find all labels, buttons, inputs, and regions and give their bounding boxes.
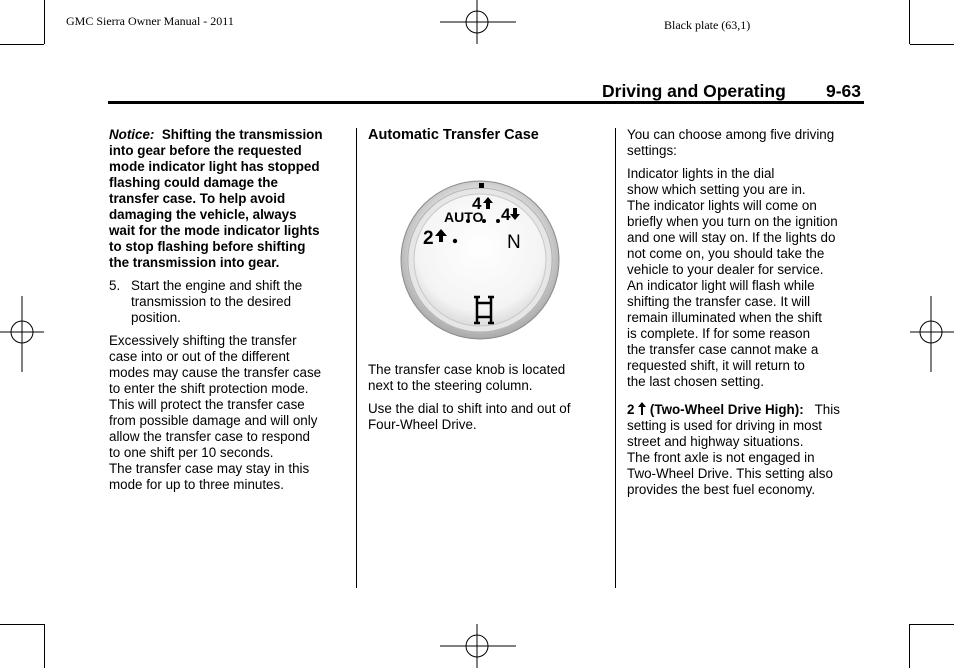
knob-4-low-label: 4 xyxy=(501,205,511,224)
print-header-right: Black plate (63,1) xyxy=(664,18,751,32)
crop-mark xyxy=(909,0,910,44)
step-number: 5. xyxy=(109,278,121,293)
paragraph: Excessively shifting the transfer case into or out of the different modes may cause the transfer case to enter the shift protection mode. This will protect the transfer case from possible damage and will only allow the transfer case to respond to one shift per 10 seconds. The transfer case may stay in this mode for up to three minutes. xyxy=(109,333,322,492)
registration-mark-top xyxy=(440,0,516,44)
page-number: 9-63 xyxy=(826,81,862,101)
column-divider xyxy=(615,128,616,588)
paragraph: The transfer case knob is located next to the steering column. xyxy=(368,362,566,393)
notice-label: Notice: xyxy=(109,127,155,142)
paragraph: Use the dial to shift into and out of Four-Wheel Drive. xyxy=(368,401,571,432)
crop-mark xyxy=(0,44,44,45)
paragraph: Indicator lights in the dial show which setting you are in. The indicator lights will come on briefly when you turn on the ignition and one will stay on. If the lights do not come on, you should take the vehicle to your dealer for service. An indicator light will flash while shifting the transfer case. It will remain illuminated when the shift is complete. If for some reason the transfer case cannot make a requested shift, it will return to the last chosen setting. xyxy=(627,166,838,389)
section-title: Driving and Operating xyxy=(602,81,786,101)
registration-mark-left xyxy=(0,296,44,372)
crop-mark xyxy=(0,624,44,625)
registration-mark-right xyxy=(910,296,954,372)
section-heading: Automatic Transfer Case xyxy=(368,127,539,143)
column-divider xyxy=(356,128,357,588)
crop-mark xyxy=(44,0,45,44)
column-2-text xyxy=(368,362,608,440)
arrow-up-icon xyxy=(638,402,646,415)
transfer-case-knob-illustration xyxy=(400,176,560,344)
setting-term: 2 (Two-Wheel Drive High): xyxy=(627,402,804,417)
knob-2-high-label: 2 xyxy=(423,228,434,249)
knob-neutral-label: N xyxy=(507,232,521,253)
column-1 xyxy=(109,127,349,500)
crop-mark xyxy=(910,624,954,625)
list-item-step-5 xyxy=(109,278,349,326)
knob-auto-label: AUTO xyxy=(444,209,484,225)
registration-mark-bottom xyxy=(440,624,516,668)
crop-mark xyxy=(44,624,45,668)
paragraph: You can choose among five driving settings: xyxy=(627,127,835,158)
knob-4-high-label: 4 xyxy=(472,194,482,213)
step-text: Start the engine and shift the transmission to the desired position. xyxy=(131,278,303,325)
crop-mark xyxy=(909,624,910,668)
notice: Notice: Shifting the transmission into gear before the requested mode indicator light has stopped flashing could damage the transfer case. To help avoid damaging the vehicle, always wait for the mode indicator lights to stop flashing before shifting the transmission into gear. xyxy=(109,127,323,270)
setting-two-wheel-high: 2 (Two-Wheel Drive High): This setting is used for driving in most street and highway situations. The front axle is not engaged in Two-Wheel Drive. This setting also provides the best fuel economy. xyxy=(627,402,840,497)
column-3 xyxy=(627,127,867,505)
print-header-left: GMC Sierra Owner Manual - 2011 xyxy=(66,14,234,28)
header-rule xyxy=(108,101,864,104)
crop-mark xyxy=(910,44,954,45)
